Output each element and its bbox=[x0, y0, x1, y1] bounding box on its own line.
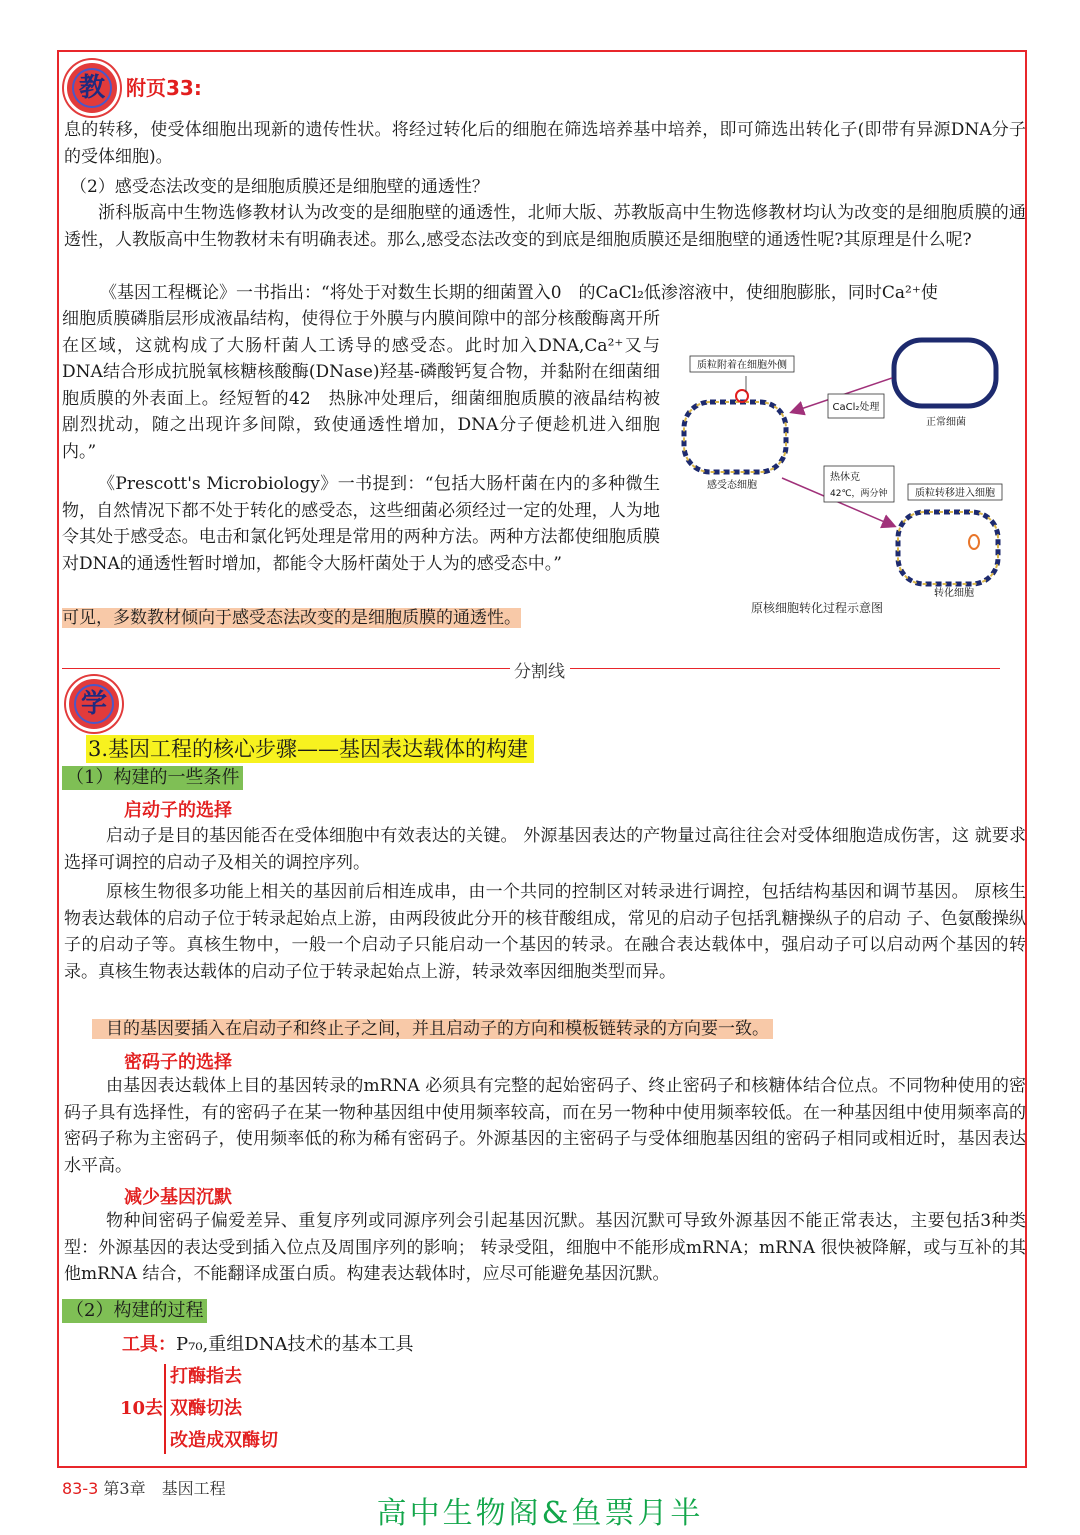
transformation-diagram bbox=[672, 330, 1022, 620]
label-cacl2: CaCl₂处理 bbox=[832, 402, 880, 413]
section-title: 3.基因工程的核心步骤——基因表达载体的构建 bbox=[86, 735, 534, 763]
subsection-1-title: （1）构建的一些条件 bbox=[62, 766, 243, 790]
silencing-paragraph: 物种间密码子偏爱差异、重复序列或同源序列会引起基因沉默。基因沉默可导致外源基因不能正常表达，主要包括3种类型：外源基因的表达受到插入位点及周围序列的影响； 转录受阻，细胞中不能形成mRNA；mRNA 很快被降解，或与互补的其他mRNA 结合，不能翻译成蛋白质。构建表达载体时，应尽可能避免基因沉默。 bbox=[64, 1211, 1026, 1284]
tools-label: 工具： bbox=[122, 1334, 176, 1355]
upper-paragraph-4: 《Prescott's Microbiology》一书提到：“包括大肠杆菌在内的多种微生物，自然情况下都不处于转化的感受态，这些细菌必须经过一定的处理，人为地令其处于感受态。电击和氯化钙处理是常用的两种方法。两种方法都使细胞质膜对DNA的通透性暂时增加，都能令大肠杆菌处于人为的感受态中。” bbox=[62, 474, 660, 574]
study-badge-icon: 学 bbox=[66, 676, 122, 732]
heading-gene-silencing: 减少基因沉默 bbox=[124, 1187, 232, 1208]
promoter-paragraph-1: 启动子是目的基因能否在受体细胞中有效表达的关键。 外源基因表达的产物量过高往往会对受体细胞造成伤害，这 就要求选择可调控的启动子及相关的调控序列。 bbox=[64, 826, 1026, 873]
chapter-label: 第3章 基因工程 bbox=[103, 1479, 226, 1498]
promoter-paragraph-2: 原核生物很多功能上相关的基因前后相连成串，由一个共同的控制区对转录进行调控，包括结构基因和调节基因。 原核生物表达载体的启动子位于转录起始点上游，由两段彼此分开的核苷酸组成，常见的启动子包括乳糖操纵子的启动 子、色氨酸操纵子的启动子等。真核生物中，一般一个启动子只能启动一个基因的转录。在融合表达载体中，强启动子可以启动两个基因的转录。真核生物表达载体的启动子位于转录起始点上游，转录效率因细胞类型而异。 bbox=[64, 882, 1026, 982]
transformed-cell bbox=[898, 512, 998, 584]
upper-paragraph-3-rest: 细胞质膜磷脂层形成液晶结构，使得位于外膜与内膜间隙中的部分核酸酶离开所在区域，这就构成了大肠杆菌人工诱导的感受态。此时加入DNA,Ca²⁺又与DNA结合形成抗脱氧核糖核酸酶(DNase)羟基-磷酸钙复合物，并黏附在细菌细胞质膜的外表面上。经短暂的42 热脉冲处理后，细菌细胞质膜的液晶结构被剧烈扰动，随之出现许多间隙，致使通透性增加，DNA分子便趁机进入细胞内。” bbox=[62, 309, 660, 462]
bracket-key: 10去 bbox=[120, 1398, 164, 1419]
teach-badge-icon: 教 bbox=[64, 60, 120, 116]
codon-paragraph: 由基因表达载体上目的基因转录的mRNA 必须具有完整的起始密码子、终止密码子和核糖体结合位点。不同物种使用的密码子具有选择性，有的密码子在某一物种基因组中使用频率较高，而在另一物种中使用频率较低。在一种基因组中使用频率高的密码子称为主密码子，使用频率低的称为稀有密码子。外源基因的主密码子与受体细胞基因组的密码子相同或相近时，基因表达水平高。 bbox=[64, 1076, 1026, 1176]
label-transformed: 转化细胞 bbox=[934, 588, 974, 599]
brand-watermark: 高中生物阁&鱼票月半 bbox=[376, 1496, 704, 1531]
label-plasmid-in: 质粒转移进入细胞 bbox=[915, 488, 995, 499]
subsection-2-title: （2）构建的过程 bbox=[62, 1299, 207, 1323]
conclusion-highlight: 可见，多数教材倾向于感受态法改变的是细胞质膜的通透性。 bbox=[62, 608, 521, 628]
plasmid-inside bbox=[969, 535, 979, 549]
label-heat-temp: 42℃，两分钟 bbox=[830, 489, 888, 499]
divider-line-right bbox=[570, 668, 1000, 669]
divider-line-left bbox=[62, 668, 510, 669]
bracket-group bbox=[120, 1362, 320, 1458]
heading-codon: 密码子的选择 bbox=[124, 1052, 232, 1073]
page-number: 83-3 bbox=[62, 1479, 99, 1498]
appendix-title: 附页33: bbox=[126, 76, 202, 100]
promoter-highlight: 目的基因要插入在启动子和终止子之间，并且启动子的方向和模板链转录的方向要一致。 bbox=[92, 1016, 773, 1043]
label-plasmid-outside: 质粒附着在细胞外侧 bbox=[697, 360, 787, 371]
upper-paragraph-3-first-line: 《基因工程概论》一书指出：“将处于对数生长期的细菌置入0 的CaCl₂低渗溶液中，使细胞膨胀，同时Ca²⁺使 bbox=[100, 283, 938, 303]
label-normal: 正常细菌 bbox=[926, 417, 966, 428]
tools-line bbox=[122, 1330, 413, 1356]
upper-paragraph-1: 息的转移，使受体细胞出现新的遗传性状。将经过转化后的细胞在筛选培养基中培养，即可筛选出转化子(即带有异源DNA分子的受体细胞)。 bbox=[64, 120, 1026, 167]
tools-text: P₇₀,重组DNA技术的基本工具 bbox=[176, 1334, 414, 1355]
label-competent: 感受态细胞 bbox=[707, 480, 757, 491]
heading-promoter: 启动子的选择 bbox=[124, 800, 232, 821]
bracket-item-2: 双酶切法 bbox=[170, 1398, 242, 1419]
competent-cell bbox=[684, 402, 786, 472]
divider-label: 分割线 bbox=[512, 657, 567, 682]
upper-paragraph-2: 浙科版高中生物选修教材认为改变的是细胞壁的通透性，北师大版、苏教版高中生物选修教材均认为改变的是细胞质膜的通透性，人教版高中生物教材未有明确表述。那么,感受态法改变的到底是细胞质膜还是细胞壁的通透性呢?其原理是什么呢? bbox=[64, 203, 1026, 250]
bracket-item-1: 打酶指去 bbox=[170, 1366, 242, 1387]
bracket-item-3: 改造成双酶切 bbox=[170, 1430, 278, 1451]
label-heat-shock: 热休克 bbox=[830, 472, 860, 483]
question-2: （2）感受态法改变的是细胞质膜还是细胞壁的通透性？ bbox=[70, 177, 489, 197]
normal-bacterium-cell bbox=[894, 340, 996, 406]
diagram-caption: 原核细胞转化过程示意图 bbox=[750, 601, 884, 615]
bracket-bar bbox=[164, 1364, 166, 1454]
